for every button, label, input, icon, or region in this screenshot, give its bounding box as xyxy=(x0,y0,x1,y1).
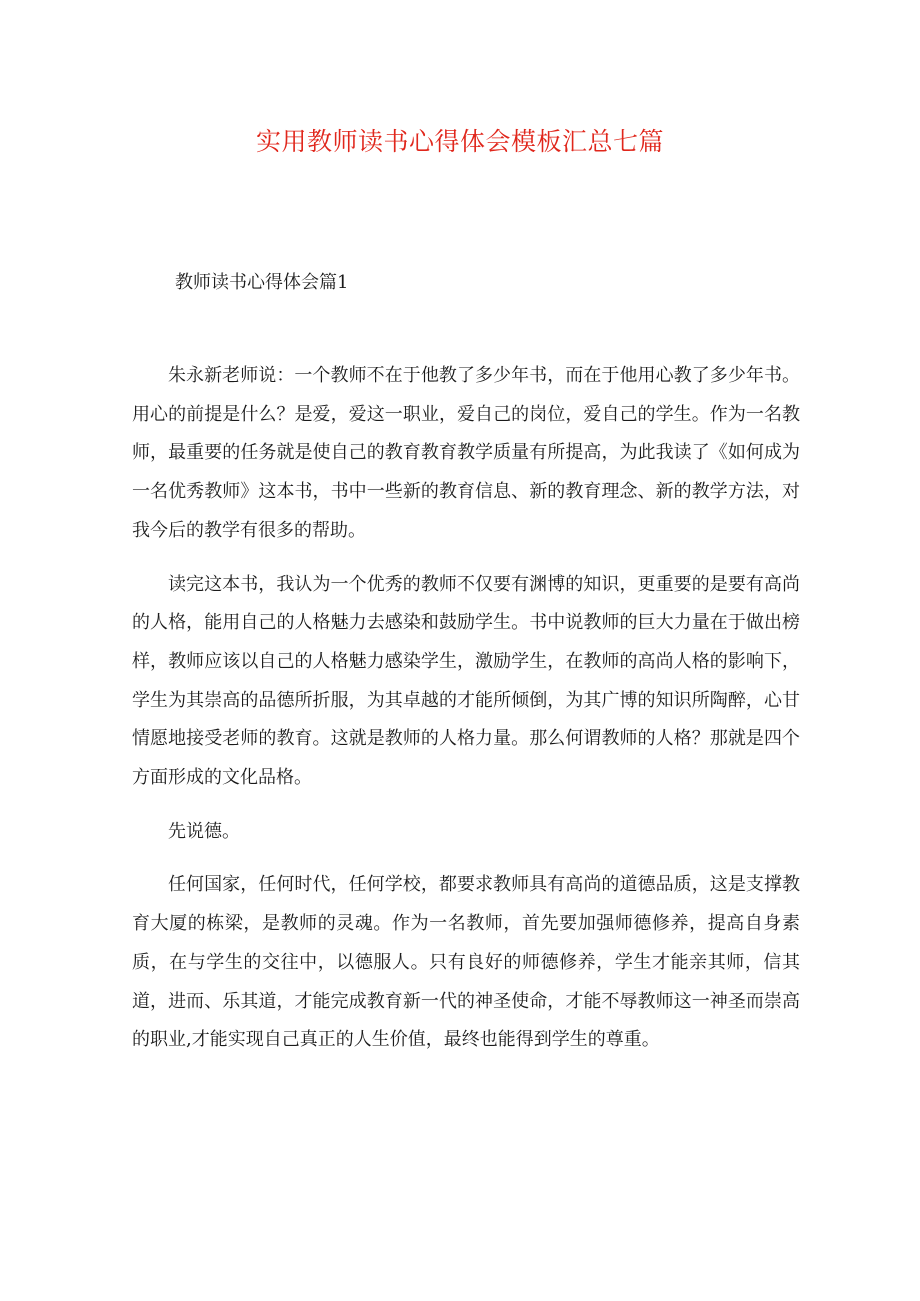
paragraph-3: 先说德。 xyxy=(168,820,240,842)
body-text xyxy=(132,357,800,1075)
paragraph-2: 读完这本书，我认为一个优秀的教师不仅要有渊博的知识，更重要的是要有高尚的人格，能用自己的人格魅力去感染和鼓励学生。书中说教师的巨大力量在于做出榜样，教师应该以自己的人格魅力感染学生，激励学生，在教师的高尚人格的影响下，学生为其崇高的品德所折服，为其卓越的才能所倾倒，为其广博的知识所陶醉，心甘情愿地接受老师的教育。这就是教师的人格力量。那么何谓教师的人格？那就是四个方面形成的文化品格。 xyxy=(132,573,800,789)
section-heading: 教师读书心得体会篇1 xyxy=(175,272,349,293)
paragraph-1: 朱永新老师说：一个教师不在于他教了多少年书，而在于他用心教了多少年书。用心的前提是什么？是爱，爱这一职业，爱自己的岗位，爱自己的学生。作为一名教师，最重要的任务就是使自己的教育教育教学质量有所提高，为此我读了《如何成为一名优秀教师》这本书，书中一些新的教育信息、新的教育理念、新的教学方法，对我今后的教学有很多的帮助。 xyxy=(132,365,800,541)
document-title: 实用教师读书心得体会模板汇总七篇 xyxy=(255,127,664,156)
paragraph-4: 任何国家，任何时代，任何学校，都要求教师具有高尚的道德品质，这是支撑教育大厦的栋梁，是教师的灵魂。作为一名教师，首先要加强师德修养，提高自身素质，在与学生的交往中，以德服人。只有良好的师德修养，学生才能亲其师，信其道，进而、乐其道，才能完成教育新一代的神圣使命，才能不辱教师这一神圣而崇高的职业,才能实现自己真正的人生价值，最终也能得到学生的尊重。 xyxy=(132,874,800,1051)
